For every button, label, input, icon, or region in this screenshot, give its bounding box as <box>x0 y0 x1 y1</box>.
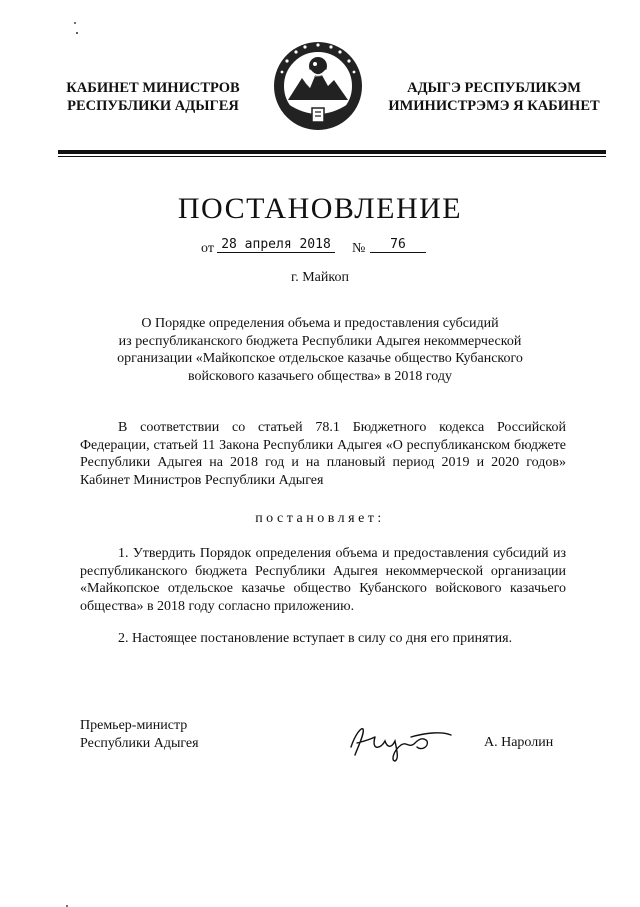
resolves-word: постановляет: <box>255 511 385 526</box>
scan-speck <box>74 22 76 24</box>
date-number-line <box>0 237 640 259</box>
header-right-org <box>384 79 604 115</box>
coat-of-arms-icon <box>272 40 364 136</box>
document-subject <box>110 315 530 385</box>
handwritten-signature-icon <box>345 717 455 765</box>
scan-speck <box>76 32 78 34</box>
number-prefix: № <box>352 241 366 256</box>
date-prefix: от <box>201 241 214 256</box>
document-number: 76 <box>370 237 426 253</box>
header-rule-thin <box>58 156 606 157</box>
subject-line-3: организации «Майкопское отдельское казачье общество Кубанского <box>117 351 523 366</box>
header-right-line-2: ИМИНИСТРЭМЭ Я КАБИНЕТ <box>388 98 600 114</box>
header-left-line-1: КАБИНЕТ МИНИСТРОВ <box>66 80 240 96</box>
header-right-line-1: АДЫГЭ РЕСПУБЛИКЭМ <box>407 80 581 96</box>
document-title: ПОСТАНОВЛЕНИЕ <box>177 192 463 225</box>
signatory-position-line-2: Республики Адыгея <box>80 735 199 751</box>
signatory-position-line-1: Премьер-министр <box>80 718 188 733</box>
signatory-position <box>80 717 199 752</box>
header-left-line-2: РЕСПУБЛИКИ АДЫГЕЯ <box>67 98 239 114</box>
header-rule-thick <box>58 150 606 154</box>
header-left-org <box>58 79 248 115</box>
subject-line-4: войскового казачьего общества» в 2018 году <box>188 368 452 384</box>
subject-line-2: из республиканского бюджета Республики Адыгея некоммерческой <box>118 333 522 349</box>
document-city: г. Майкоп <box>291 270 349 285</box>
preamble-paragraph: В соответствии со статьей 78.1 Бюджетного кодекса Российской Федерации, статьей 11 Закона Республики Адыгея «О республиканском бюджете Республики Адыгея на 2018 год и на плановый период 2019 и 2020 годов» Кабинет Министров Республики Адыгея <box>80 420 566 488</box>
subject-line-1: О Порядке определения объема и предоставления субсидий <box>141 316 499 331</box>
signatory-name: А. Наролин <box>484 735 554 750</box>
document-date: 28 апреля 2018 <box>217 237 335 253</box>
item-2-paragraph: 2. Настоящее постановление вступает в силу со дня его принятия. <box>118 631 513 646</box>
item-1-paragraph: 1. Утвердить Порядок определения объема и предоставления субсидий из республиканского бюджета Республики Адыгея некоммерческой организации «Майкопское отдельское казачье общество Кубанского войскового казачьего общества» в 2018 году согласно приложению. <box>80 546 566 614</box>
